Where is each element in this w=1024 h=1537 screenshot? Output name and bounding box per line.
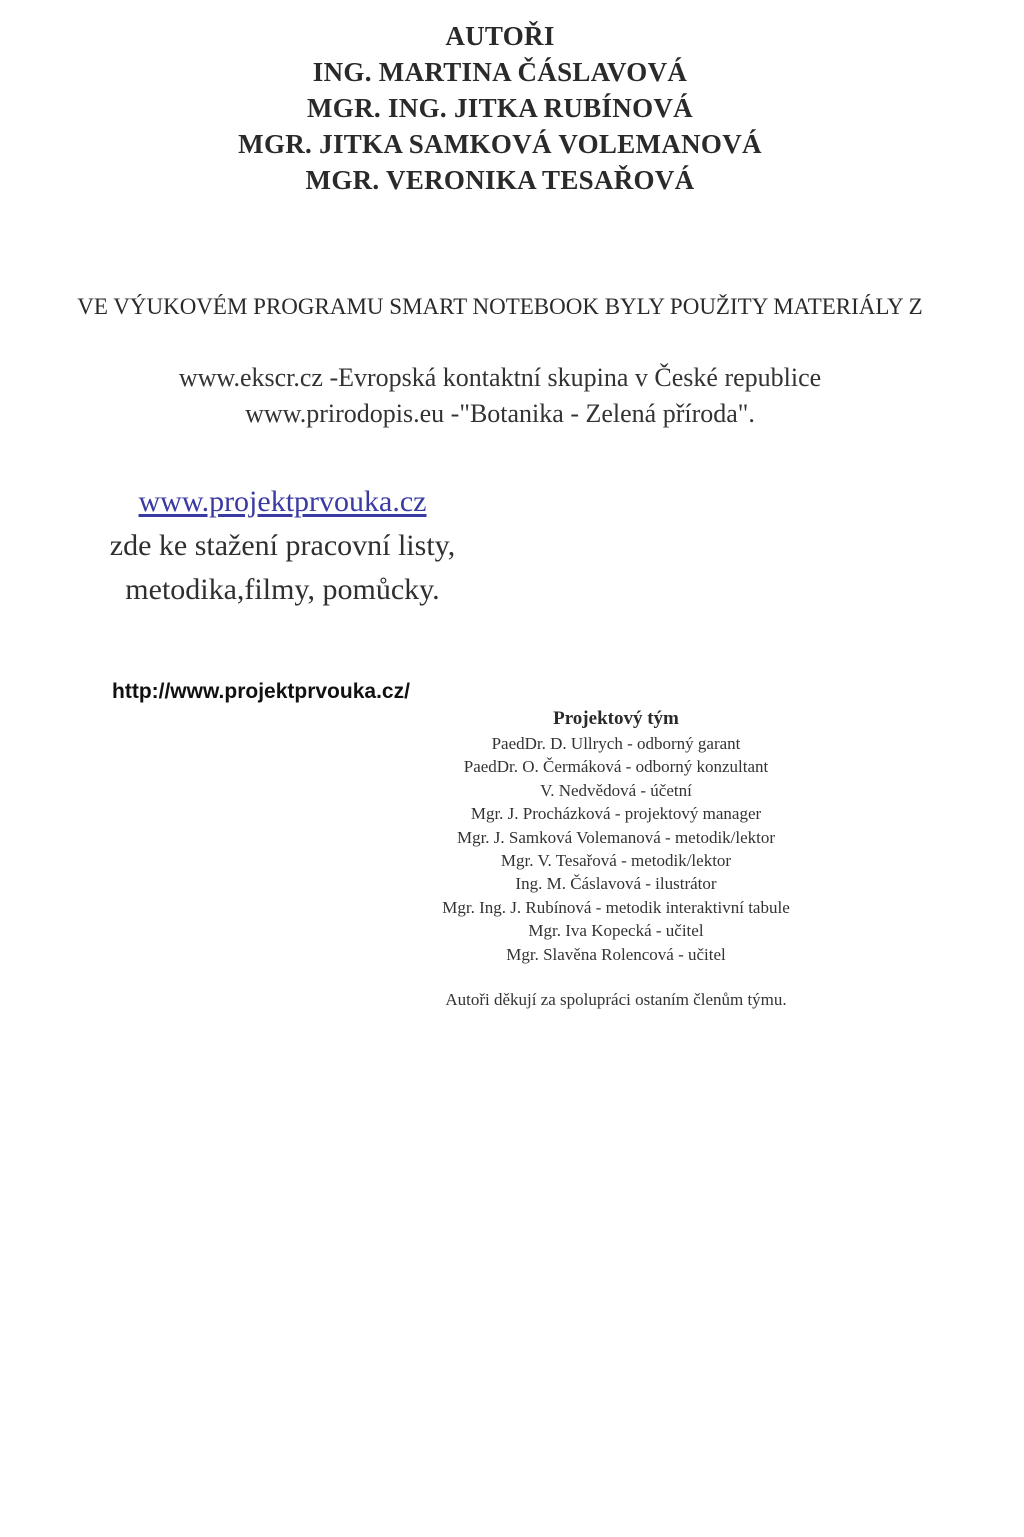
team-member: Mgr. Iva Kopecká - učitel bbox=[528, 921, 704, 941]
team-block bbox=[400, 706, 832, 1011]
source-line: www.ekscr.cz -Evropská kontaktní skupina v České republice bbox=[178, 363, 822, 392]
sources-block bbox=[0, 360, 1000, 432]
authors-heading: AUTOŘI bbox=[445, 21, 555, 51]
team-member: Mgr. Slavěna Rolencová - učitel bbox=[506, 944, 726, 964]
author-name: MGR. VERONIKA TESAŘOVÁ bbox=[305, 165, 695, 195]
team-member: Ing. M. Čáslavová - ilustrátor bbox=[515, 874, 717, 894]
source-line: www.prirodopis.eu -"Botanika - Zelená příroda". bbox=[245, 399, 755, 428]
project-description-line: metodika,filmy, pomůcky. bbox=[125, 573, 440, 606]
author-name: MGR. ING. JITKA RUBÍNOVÁ bbox=[307, 93, 693, 123]
team-member: Mgr. J. Samková Volemanová - metodik/lektor bbox=[456, 827, 776, 847]
team-member: PaedDr. O. Čermáková - odborný konzultant bbox=[463, 757, 769, 777]
authors-block bbox=[0, 18, 1000, 198]
team-title: Projektový tým bbox=[553, 708, 679, 729]
project-block bbox=[60, 480, 505, 612]
team-member: Mgr. Ing. J. Rubínová - metodik interaktivní tabule bbox=[442, 897, 790, 917]
team-member: V. Nedvědová - účetní bbox=[540, 780, 692, 800]
team-thanks: Autoři děkují za spolupráci ostaním členům týmu. bbox=[445, 990, 787, 1010]
project-link[interactable]: www.projektprvouka.cz bbox=[138, 485, 427, 518]
project-description-line: zde ke stažení pracovní listy, bbox=[109, 529, 456, 562]
team-member: Mgr. V. Tesařová - metodik/lektor bbox=[500, 851, 732, 871]
team-member: Mgr. J. Procházková - projektový manager bbox=[470, 804, 762, 824]
author-name: MGR. JITKA SAMKOVÁ VOLEMANOVÁ bbox=[238, 129, 762, 159]
author-name: ING. MARTINA ČÁSLAVOVÁ bbox=[312, 57, 688, 87]
project-url[interactable]: http://www.projektprvouka.cz/ bbox=[112, 680, 410, 703]
team-member: PaedDr. D. Ullrych - odborný garant bbox=[491, 734, 741, 753]
materials-heading: VE VÝUKOVÉM PROGRAMU SMART NOTEBOOK BYLY POUŽITY MATERIÁLY Z bbox=[77, 294, 923, 319]
